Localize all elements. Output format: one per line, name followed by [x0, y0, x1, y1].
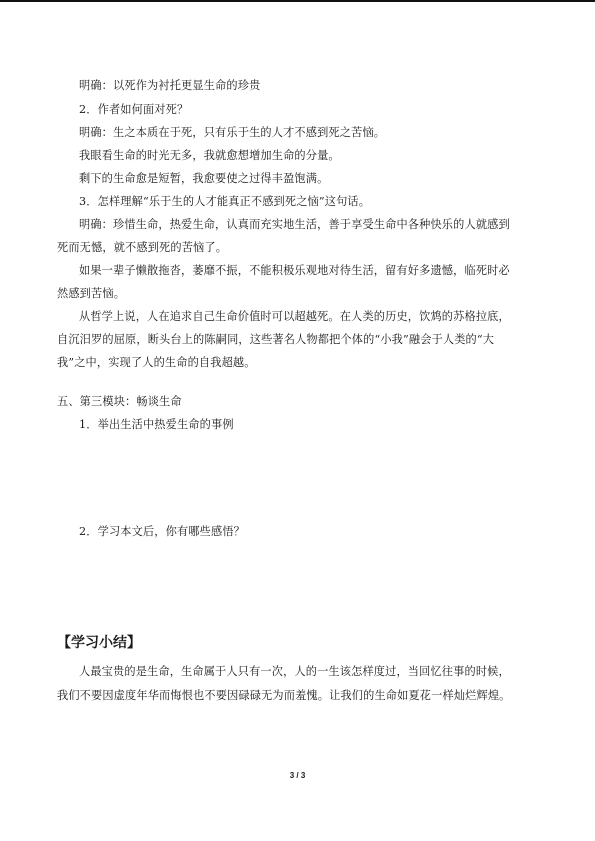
- paragraph-line-continued: 自沉汨罗的屈原，断头台上的陈嗣同，这些著名人物都把个体的“小我”融会于人类的“大: [57, 333, 495, 346]
- section-title: 五、第三模块：畅谈生命: [57, 395, 182, 408]
- paragraph-line: 从哲学上说，人在追求自己生命价值时可以超越死。在人类的历史，饮鸩的苏格拉底，: [79, 310, 510, 323]
- question-3: 3．怎样理解“乐于生的人才能真正不感到死之恼”这句话。: [79, 195, 371, 208]
- summary-line-continued: 我们不要因虚度年华而悔恨也不要因碌碌无为而羞愧。让我们的生命如夏花一样灿烂辉煌。: [57, 689, 511, 702]
- paragraph-line-continued: 我”之中，实现了人的生命的自我超越。: [57, 356, 256, 369]
- question-item: 1．举出生活中热爱生命的事例: [79, 418, 234, 431]
- paragraph-line: 剩下的生命愈是短暂，我愈要使之过得丰盈饱满。: [79, 172, 329, 185]
- page-number: 3 / 3: [289, 771, 306, 780]
- answer-line: 明确：以死作为衬托更显生命的珍贵: [79, 79, 261, 92]
- answer-line: 明确：生之本质在于死，只有乐于生的人才不感到死之苦恼。: [79, 126, 386, 139]
- question-2: 2．作者如何面对死？: [79, 103, 189, 116]
- paragraph-line-continued: 然感到苦恼。: [57, 287, 126, 300]
- paragraph-line: 如果一辈子懒散拖沓，萎靡不振，不能积极乐观地对待生活，留有好多遗憾，临死时必: [79, 264, 510, 277]
- answer-line: 明确：珍惜生命，热爱生命，认真而充实地生活，善于享受生命中各种快乐的人就感到: [79, 218, 510, 231]
- question-item: 2．学习本文后，你有哪些感悟？: [79, 525, 245, 538]
- summary-line: 人最宝贵的是生命，生命属于人只有一次，人的一生该怎样度过，当回忆往事的时候，: [79, 665, 510, 678]
- summary-heading: 【学习小结】: [57, 635, 141, 651]
- paragraph-line: 我眼看生命的时光无多，我就愈想增加生命的分量。: [79, 149, 340, 162]
- answer-line-continued: 死而无憾，就不感到死的苦恼了。: [57, 241, 228, 254]
